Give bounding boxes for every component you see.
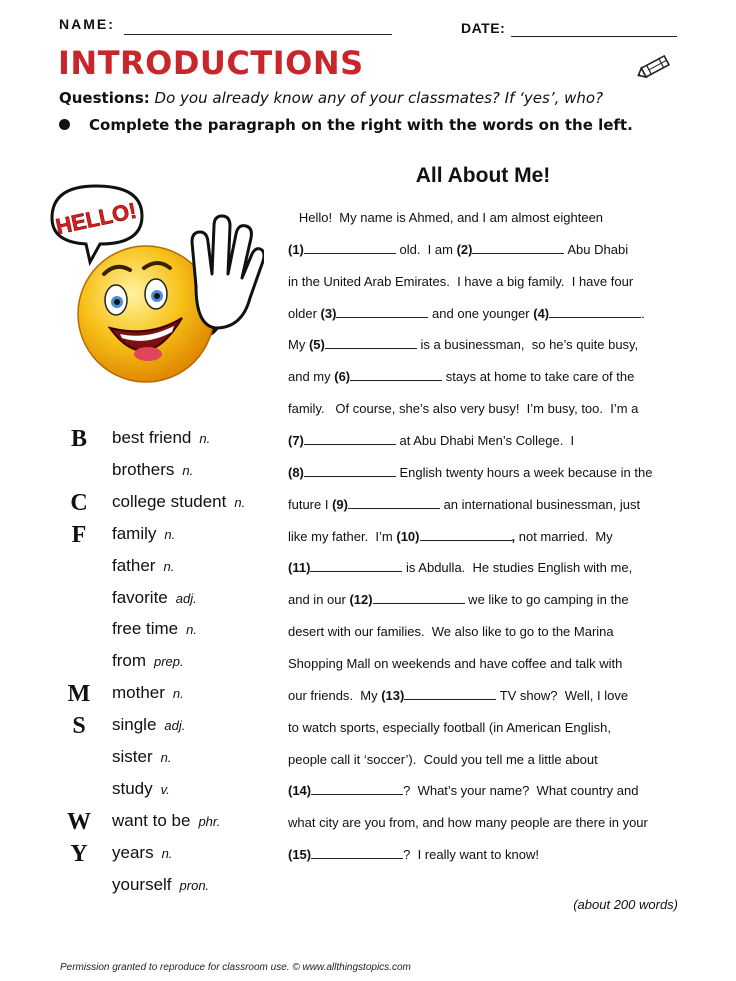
blank-number: (4) [533, 305, 550, 321]
word-bank-word: free time [112, 619, 179, 639]
paragraph-text: is a businessman, so he’s quite busy, [416, 337, 639, 353]
paragraph-line [288, 274, 688, 290]
word-bank-word: family [112, 523, 157, 543]
word-bank-part-of-speech: n. [164, 526, 176, 542]
word-bank-word: want to be [112, 810, 191, 830]
paragraph-line [288, 369, 688, 385]
answer-blank[interactable] [373, 592, 465, 604]
paragraph-text: stays at home to take care of the [442, 369, 635, 385]
blank-number: (3) [320, 305, 337, 321]
word-bank-item [112, 715, 185, 736]
paragraph-line [288, 401, 688, 417]
word-bank-part-of-speech: n. [234, 494, 246, 510]
blank-number: (9) [332, 496, 348, 512]
word-bank-word: best friend [112, 428, 192, 447]
word-bank-part-of-speech: phr. [198, 813, 221, 829]
paragraph-text: not married. My [515, 528, 613, 544]
word-bank-word: father [112, 555, 156, 575]
paragraph-line [288, 306, 688, 322]
footer-permission: Permission granted to reproduce for classroom use. © www.allthingstopics.com [60, 962, 411, 973]
word-bank-letter: W [67, 808, 91, 835]
paragraph-line [288, 465, 688, 481]
paragraph-line [288, 624, 688, 640]
paragraph-line [288, 242, 688, 258]
answer-blank[interactable] [348, 497, 440, 509]
paragraph-text: and one younger [428, 305, 534, 321]
blank-number: (13) [381, 687, 405, 703]
paragraph-text: and in our [288, 592, 350, 608]
word-bank-letter: C [70, 489, 88, 516]
answer-blank[interactable] [350, 369, 442, 381]
paragraph-text: like my father. I’m [288, 528, 397, 544]
paragraph-line [288, 688, 688, 704]
paragraph-text: . [641, 305, 645, 321]
word-bank-item [112, 460, 193, 481]
blank-number: (5) [308, 337, 325, 353]
answer-blank[interactable] [311, 847, 403, 859]
paragraph-line [288, 656, 688, 672]
answer-blank[interactable] [325, 337, 417, 349]
paragraph-text: old. I am [395, 241, 457, 257]
paragraph-text: Hello! My name is Ahmed, and I am almost eighteen [288, 210, 604, 225]
word-bank-part-of-speech: n. [163, 558, 175, 574]
paragraph-text: people call it ‘soccer’). Could you tell me a little about [288, 751, 598, 767]
paragraph-line [288, 560, 688, 576]
paragraph-text: future I [288, 496, 333, 512]
paragraph-text: ? What’s your name? What country and [403, 783, 639, 799]
paragraph-text: English twenty hours a week because in the [395, 464, 653, 480]
word-bank-part-of-speech: n. [172, 686, 184, 702]
paragraph-text: older [288, 305, 321, 321]
word-bank-word: years [112, 842, 154, 862]
paragraph-line [288, 720, 688, 736]
blank-number: (12) [349, 592, 373, 608]
paragraph-line [288, 529, 688, 545]
answer-blank[interactable] [311, 783, 403, 795]
word-bank-item [112, 619, 197, 640]
blank-number: (10) [396, 528, 420, 544]
paragraph-text: and my [288, 369, 335, 385]
blank-number: (15) [288, 847, 312, 863]
answer-blank[interactable] [472, 242, 564, 254]
name-label: NAME: [59, 16, 115, 32]
word-bank-word: brothers [112, 459, 175, 479]
word-bank-item [112, 588, 197, 609]
name-field[interactable] [124, 20, 392, 35]
answer-blank[interactable] [549, 306, 641, 318]
paragraph-text: our friends. My [288, 687, 382, 703]
word-bank-item [112, 428, 210, 449]
word-bank-letter: M [67, 681, 91, 708]
blank-number: (1) [288, 241, 304, 257]
paragraph-text: TV show? Well, I love [496, 687, 629, 703]
word-bank-letter: B [70, 426, 87, 452]
paragraph-text: what city are you from, and how many people are there in your [288, 815, 648, 831]
answer-blank[interactable] [336, 306, 428, 318]
word-bank-item [112, 556, 174, 577]
word-bank-item [112, 779, 170, 800]
paragraph-text: at Abu Dhabi Men’s College. I [395, 433, 575, 449]
word-bank-letter: F [71, 521, 87, 548]
paragraph-text: My [288, 337, 309, 353]
paragraph-text: in the United Arab Emirates. I have a big family. I have four [288, 273, 634, 289]
blank-number: (7) [288, 433, 304, 449]
paragraph-line [288, 592, 688, 608]
word-bank-word: favorite [112, 587, 168, 607]
paragraph-line [288, 210, 688, 226]
answer-blank[interactable] [404, 688, 496, 700]
word-bank-word: college student [112, 491, 227, 511]
date-field[interactable] [511, 22, 677, 37]
paragraph-text: we like to go camping in the [464, 592, 629, 608]
word-bank-item [112, 651, 184, 672]
word-bank-part-of-speech: n. [182, 462, 194, 478]
word-bank-item [112, 524, 175, 545]
word-bank-item [112, 492, 245, 513]
page-title: INTRODUCTIONS [58, 44, 364, 82]
word-bank-item [112, 843, 172, 864]
blank-number: (6) [334, 369, 351, 385]
word-bank-part-of-speech: adj. [164, 718, 186, 734]
paragraph-line [288, 433, 688, 449]
question-label: Questions: [59, 89, 150, 107]
paragraph-text: desert with our families. We also like to go to the Marina [288, 624, 614, 640]
paragraph-text: Shopping Mall on weekends and have coffee and talk with [288, 656, 623, 672]
hello-text: HELLO! [53, 197, 139, 240]
paragraph-line [288, 337, 688, 353]
paragraph-text: Abu Dhabi [564, 241, 629, 257]
blank-number: (11) [288, 560, 311, 576]
word-bank-part-of-speech: n. [160, 750, 172, 765]
word-bank-word: from [112, 651, 146, 671]
paragraph-line [288, 847, 688, 863]
word-bank-word: sister [112, 747, 153, 766]
blank-number: , [511, 528, 516, 544]
paragraph-text: ? I really want to know! [403, 847, 539, 863]
pencil-icon [636, 50, 676, 82]
blank-number: (14) [288, 783, 312, 799]
word-bank-word: mother [112, 683, 165, 703]
paragraph-text: family. Of course, she’s also very busy! I’m busy, too. I’m a [288, 401, 639, 417]
word-bank-part-of-speech: n. [199, 431, 211, 446]
word-bank-letter: S [72, 713, 86, 740]
word-bank-word: study [112, 778, 153, 798]
paragraph-text: to watch sports, especially football (in American English, [288, 719, 611, 735]
word-bank-part-of-speech: prep. [154, 654, 184, 670]
word-bank-item [112, 747, 171, 768]
answer-blank[interactable] [304, 242, 396, 254]
word-count-note: (about 200 words) [573, 897, 678, 912]
word-bank-item [112, 811, 220, 832]
word-bank-part-of-speech: pron. [179, 877, 210, 893]
paragraph-title: All About Me! [415, 164, 551, 187]
instruction-text: Complete the paragraph on the right with the words on the left. [89, 116, 633, 134]
answer-blank[interactable] [310, 560, 402, 572]
blank-number: (2) [456, 241, 473, 257]
answer-blank[interactable] [304, 433, 396, 445]
answer-blank[interactable] [420, 529, 512, 541]
word-bank-item [112, 683, 184, 704]
word-bank-letter: Y [70, 840, 88, 867]
word-bank-word: single [112, 715, 157, 735]
bullet-icon [59, 119, 70, 130]
paragraph-text: an international businessman, just [439, 496, 641, 512]
word-bank-part-of-speech: v. [160, 781, 170, 797]
answer-blank[interactable] [304, 465, 396, 477]
hello-smiley-illustration [46, 178, 264, 390]
paragraph-text: is Abdulla. He studies English with me, [402, 560, 633, 576]
date-label: DATE: [461, 20, 506, 36]
word-bank-part-of-speech: adj. [175, 590, 197, 606]
paragraph-line [288, 783, 688, 799]
word-bank-part-of-speech: n. [161, 845, 173, 861]
word-bank-word: yourself [112, 874, 172, 894]
paragraph-line [288, 497, 688, 513]
question-line [59, 89, 603, 107]
paragraph-line [288, 752, 688, 768]
blank-number: (8) [288, 464, 304, 480]
word-bank-item [112, 875, 209, 896]
question-text: Do you already know any of your classmates? If ‘yes’, who? [154, 89, 604, 107]
paragraph-line [288, 815, 688, 831]
word-bank-part-of-speech: n. [186, 622, 197, 638]
